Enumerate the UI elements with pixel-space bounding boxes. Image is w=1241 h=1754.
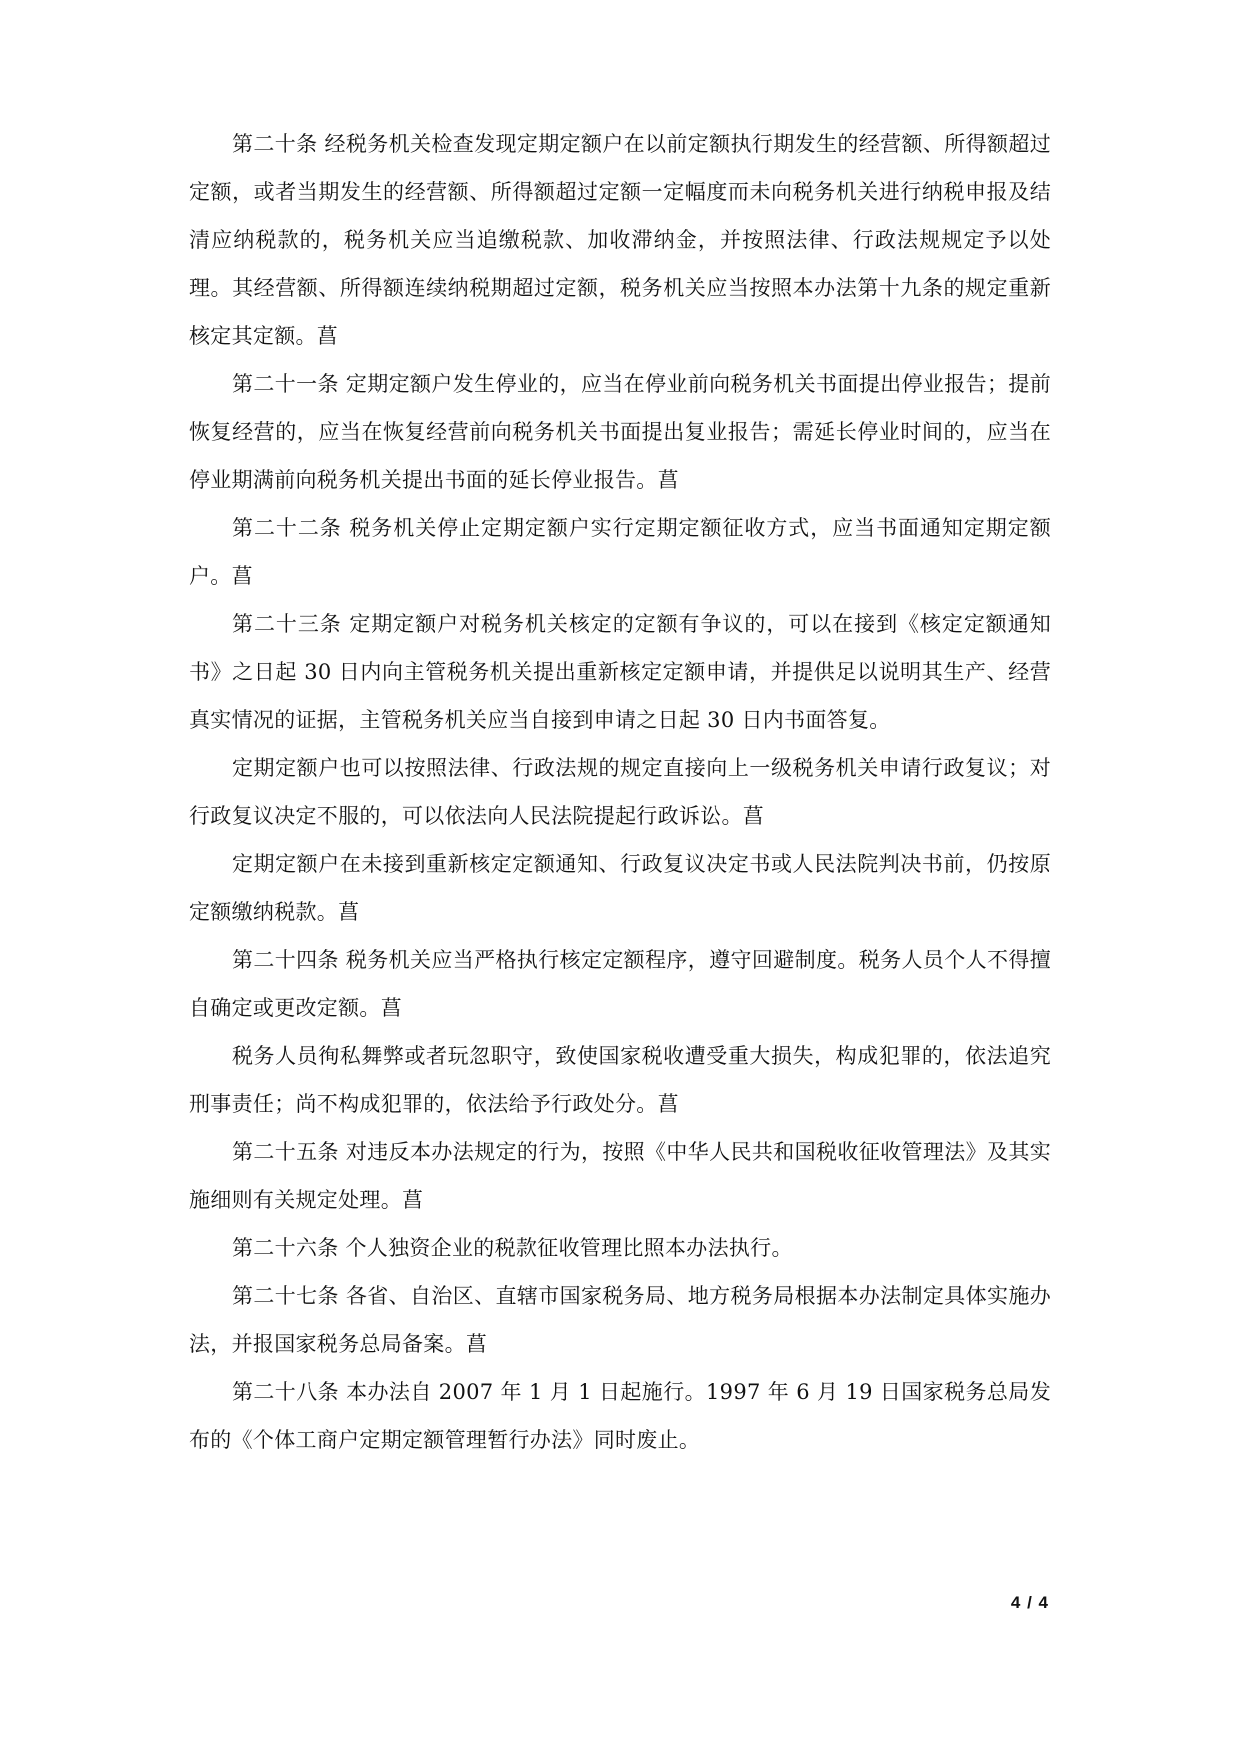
article-25-paragraph: 第二十五条 对违反本办法规定的行为，按照《中华人民共和国税收征收管理法》及其实施细则有关规定处理。菖 xyxy=(189,1140,1051,1212)
article-27-paragraph: 第二十七条 各省、自治区、直辖市国家税务局、地方税务局根据本办法制定具体实施办法，并报国家税务总局备案。菖 xyxy=(189,1284,1051,1356)
article-26-paragraph: 第二十六条 个人独资企业的税款征收管理比照本办法执行。 xyxy=(232,1236,793,1260)
article-20-paragraph: 第二十条 经税务机关检查发现定期定额户在以前定额执行期发生的经营额、所得额超过定额，或者当期发生的经营额、所得额超过定额一定幅度而未向税务机关进行纳税申报及结清应纳税款的，税务机关应当追缴税款、加收滞纳金，并按照法律、行政法规规定予以处理。其经营额、所得额连续纳税期超过定额，税务机关应当按照本办法第十九条的规定重新核定其定额。菖 xyxy=(189,132,1051,348)
administrative-review-paragraph: 定期定额户也可以按照法律、行政法规的规定直接向上一级税务机关申请行政复议；对行政复议决定不服的，可以依法向人民法院提起行政诉讼。菖 xyxy=(189,756,1051,828)
article-22-paragraph: 第二十二条 税务机关停止定期定额户实行定期定额征收方式，应当书面通知定期定额户。菖 xyxy=(189,516,1051,588)
article-21-paragraph: 第二十一条 定期定额户发生停业的，应当在停业前向税务机关书面提出停业报告；提前恢复经营的，应当在恢复经营前向税务机关书面提出复业报告；需延长停业时间的，应当在停业期满前向税务机关提出书面的延长停业报告。菖 xyxy=(189,372,1051,492)
article-23-paragraph: 第二十三条 定期定额户对税务机关核定的定额有争议的，可以在接到《核定定额通知书》之日起 30 日内向主管税务机关提出重新核定定额申请，并提供足以说明其生产、经营真实情况的证据，主管税务机关应当自接到申请之日起 30 日内书面答复。 xyxy=(189,612,1051,732)
article-28-paragraph: 第二十八条 本办法自 2007 年 1 月 1 日起施行。1997 年 6 月 19 日国家税务总局发布的《个体工商户定期定额管理暂行办法》同时废止。 xyxy=(189,1380,1051,1452)
page-number: 4 / 4 xyxy=(1010,1593,1049,1612)
article-24-paragraph: 第二十四条 税务机关应当严格执行核定定额程序，遵守回避制度。税务人员个人不得擅自确定或更改定额。菖 xyxy=(189,948,1051,1020)
misconduct-liability-paragraph: 税务人员徇私舞弊或者玩忽职守，致使国家税收遭受重大损失，构成犯罪的，依法追究刑事责任；尚不构成犯罪的，依法给予行政处分。菖 xyxy=(189,1044,1051,1116)
pending-decision-paragraph: 定期定额户在未接到重新核定定额通知、行政复议决定书或人民法院判决书前，仍按原定额缴纳税款。菖 xyxy=(189,852,1051,924)
document-body xyxy=(189,120,1051,1464)
